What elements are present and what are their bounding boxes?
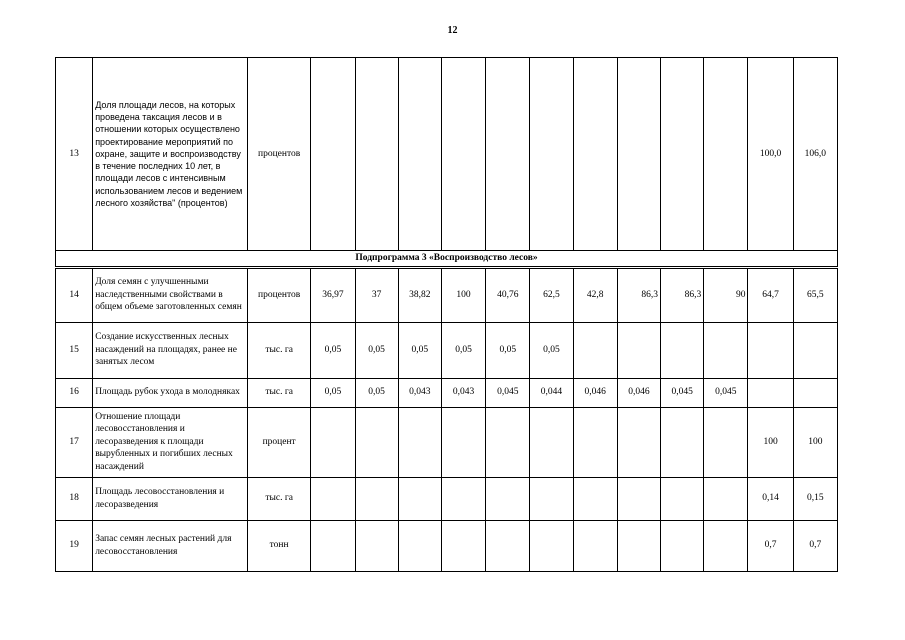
value-cell: 40,76 — [486, 267, 530, 322]
value-cell: 100,0 — [748, 58, 793, 251]
value-cell — [617, 477, 660, 520]
table-row-18 — [56, 477, 838, 520]
row-number: 13 — [56, 58, 93, 251]
value-cell — [661, 477, 704, 520]
value-cell: 0,045 — [661, 378, 704, 407]
value-cell: 0,043 — [441, 378, 485, 407]
value-cell — [748, 378, 793, 407]
unit-cell: тыс. га — [247, 477, 310, 520]
value-cell: 0,046 — [617, 378, 660, 407]
value-cell — [704, 477, 748, 520]
value-cell — [617, 520, 660, 571]
value-cell — [486, 407, 530, 477]
value-cell — [530, 520, 573, 571]
row-number: 15 — [56, 322, 93, 378]
value-cell — [661, 58, 704, 251]
value-cell — [355, 407, 398, 477]
indicator-name: Отношение площади лесовосстановления и лесоразведения к площади вырубленных и погибших лесных насаждений — [93, 407, 248, 477]
table-row-14 — [56, 267, 838, 322]
value-cell: 62,5 — [530, 267, 573, 322]
row-number: 19 — [56, 520, 93, 571]
indicator-name: Доля площади лесов, на которых проведена таксация лесов и в отношении которых осуществлено проектирование мероприятий по охране, защите и воспроизводству в течение последних 10 лет, в площади лесов с интенсивным использованием лесов и ведением лесного хозяйства" (процентов) — [93, 58, 248, 251]
value-cell — [748, 322, 793, 378]
value-cell — [355, 58, 398, 251]
value-cell — [486, 58, 530, 251]
value-cell — [398, 520, 441, 571]
value-cell — [311, 58, 355, 251]
unit-cell: тыс. га — [247, 322, 310, 378]
value-cell: 0,043 — [398, 378, 441, 407]
value-cell — [573, 58, 617, 251]
value-cell — [573, 477, 617, 520]
row-number: 14 — [56, 267, 93, 322]
value-cell — [398, 477, 441, 520]
value-cell — [573, 520, 617, 571]
value-cell: 100 — [748, 407, 793, 477]
unit-cell: тонн — [247, 520, 310, 571]
value-cell — [573, 407, 617, 477]
value-cell: 65,5 — [793, 267, 837, 322]
table-row-19 — [56, 520, 838, 571]
value-cell — [355, 477, 398, 520]
indicator-name: Запас семян лесных растений для лесовосстановления — [93, 520, 248, 571]
value-cell — [486, 520, 530, 571]
unit-cell: процент — [247, 407, 310, 477]
table-row-17 — [56, 407, 838, 477]
indicator-name: Создание искусственных лесных насаждений на площадях, ранее не занятых лесом — [93, 322, 248, 378]
value-cell: 42,8 — [573, 267, 617, 322]
value-cell: 86,3 — [661, 267, 704, 322]
value-cell: 0,05 — [311, 378, 355, 407]
value-cell: 0,14 — [748, 477, 793, 520]
value-cell: 0,05 — [398, 322, 441, 378]
unit-cell: процентов — [247, 58, 310, 251]
unit-cell: тыс. га — [247, 378, 310, 407]
value-cell: 38,82 — [398, 267, 441, 322]
value-cell: 36,97 — [311, 267, 355, 322]
value-cell: 0,7 — [793, 520, 837, 571]
value-cell — [311, 407, 355, 477]
value-cell: 0,05 — [486, 322, 530, 378]
value-cell: 0,045 — [704, 378, 748, 407]
value-cell: 0,05 — [311, 322, 355, 378]
value-cell — [355, 520, 398, 571]
value-cell: 0,05 — [355, 378, 398, 407]
value-cell — [617, 58, 660, 251]
subprogram-title: Подпрограмма 3 «Воспроизводство лесов» — [56, 251, 838, 268]
value-cell — [704, 520, 748, 571]
indicator-name: Площадь лесовосстановления и лесоразведения — [93, 477, 248, 520]
value-cell: 0,05 — [530, 322, 573, 378]
value-cell — [530, 407, 573, 477]
value-cell — [486, 477, 530, 520]
value-cell: 64,7 — [748, 267, 793, 322]
value-cell — [441, 477, 485, 520]
table-row-13 — [56, 58, 838, 251]
value-cell — [617, 322, 660, 378]
value-cell — [661, 322, 704, 378]
row-number: 16 — [56, 378, 93, 407]
value-cell — [573, 322, 617, 378]
value-cell: 0,15 — [793, 477, 837, 520]
value-cell: 106,0 — [793, 58, 837, 251]
value-cell: 0,7 — [748, 520, 793, 571]
value-cell — [661, 407, 704, 477]
value-cell — [530, 58, 573, 251]
value-cell: 86,3 — [617, 267, 660, 322]
page-number: 12 — [447, 25, 458, 36]
row-number: 18 — [56, 477, 93, 520]
indicators-table — [55, 57, 838, 572]
value-cell — [398, 407, 441, 477]
value-cell: 100 — [793, 407, 837, 477]
value-cell — [530, 477, 573, 520]
value-cell — [441, 407, 485, 477]
value-cell: 0,05 — [355, 322, 398, 378]
value-cell: 0,05 — [441, 322, 485, 378]
value-cell — [793, 378, 837, 407]
value-cell: 0,044 — [530, 378, 573, 407]
value-cell: 0,045 — [486, 378, 530, 407]
value-cell: 0,046 — [573, 378, 617, 407]
value-cell — [311, 520, 355, 571]
value-cell — [793, 322, 837, 378]
indicator-name: Доля семян с улучшенными наследственными свойствами в общем объеме заготовленных семян — [93, 267, 248, 322]
value-cell — [661, 520, 704, 571]
value-cell — [704, 58, 748, 251]
row-number: 17 — [56, 407, 93, 477]
value-cell: 100 — [441, 267, 485, 322]
value-cell — [398, 58, 441, 251]
value-cell — [441, 520, 485, 571]
value-cell: 90 — [704, 267, 748, 322]
table-row-16 — [56, 378, 838, 407]
table-row-15 — [56, 322, 838, 378]
value-cell — [617, 407, 660, 477]
value-cell — [311, 477, 355, 520]
unit-cell: процентов — [247, 267, 310, 322]
value-cell — [704, 407, 748, 477]
value-cell — [704, 322, 748, 378]
subprogram-row — [56, 251, 838, 268]
indicator-name: Площадь рубок ухода в молодняках — [93, 378, 248, 407]
value-cell — [441, 58, 485, 251]
value-cell: 37 — [355, 267, 398, 322]
